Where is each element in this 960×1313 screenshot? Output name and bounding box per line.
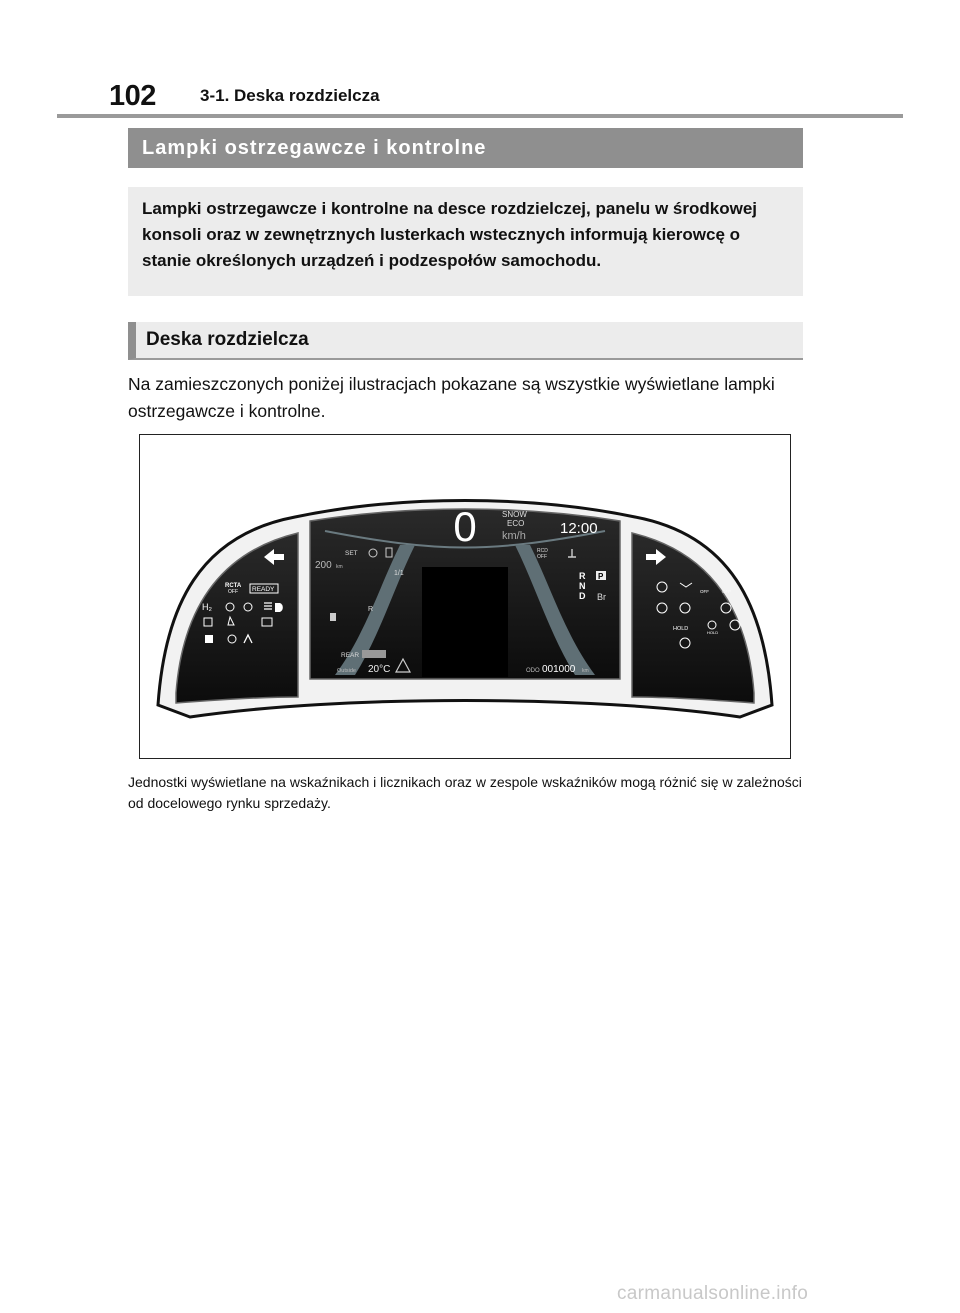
- figure-caption: Jednostki wyświetlane na wskaźnikach i licznikach oraz w zespole wskaźników mogą różnić się w zależności od docelowego rynku sprzedaży.: [128, 774, 802, 811]
- drive-mode-snow: SNOW: [502, 510, 527, 519]
- outside-temperature: 20°C: [368, 664, 391, 675]
- odometer-value: 001000: [542, 664, 576, 675]
- rear-label: REAR: [341, 652, 360, 659]
- pcs-icon: [205, 635, 213, 643]
- hold-small-label: HOLD: [707, 630, 719, 635]
- header-rule: [57, 114, 903, 118]
- speed-value: 0: [453, 503, 477, 550]
- page-number: 102: [109, 80, 156, 112]
- right-off-label-1: OFF: [700, 589, 709, 594]
- ready-indicator: READY: [252, 586, 275, 593]
- fuel-pump-icon: [330, 613, 336, 621]
- watermark: carmanualsonline.info: [617, 1283, 809, 1304]
- odometer-unit: km: [582, 668, 589, 674]
- instrument-cluster-illustration: [140, 435, 790, 758]
- speed-unit: km/h: [502, 530, 526, 542]
- instrument-cluster-figure: [139, 434, 791, 759]
- hydrogen-label: H₂: [202, 602, 212, 612]
- range-value: 200: [315, 560, 332, 571]
- hold-label: HOLD: [673, 626, 689, 632]
- right-off-label-2: OFF: [722, 589, 731, 594]
- rcta-off-label: OFF: [228, 589, 238, 595]
- center-screen: [422, 567, 508, 677]
- subsection-title: Deska rozdzielcza: [128, 322, 803, 360]
- section-title: 3-1. Deska rozdzielcza: [200, 86, 380, 105]
- rcd-off-label: OFF: [537, 554, 547, 560]
- rear-seatbelt-icon: [362, 650, 386, 658]
- odo-label: ODO: [526, 668, 540, 674]
- brake-mode: Br: [597, 592, 606, 602]
- rcta-label: RCTA: [225, 583, 242, 589]
- clock: 12:00: [560, 520, 598, 537]
- body-text: Na zamieszczonych poniżej ilustracjach pokazane są wszystkie wyświetlane lampki ostrzegawcze i kontrolne.: [128, 374, 775, 421]
- section-banner: Lampki ostrzegawcze i kontrolne: [128, 128, 803, 168]
- outside-label: Outside: [337, 668, 356, 674]
- cruise-set-label: SET: [345, 550, 358, 557]
- gear-n: N: [579, 581, 586, 591]
- range-unit: km: [336, 564, 343, 570]
- gear-d: D: [579, 591, 586, 601]
- rcd-label: RCD: [537, 548, 548, 554]
- park-indicator: P: [598, 572, 604, 581]
- gear-r: R: [579, 571, 586, 581]
- drive-mode-eco: ECO: [507, 519, 525, 528]
- fuel-reserve-label: R: [368, 606, 374, 613]
- rear-fog-icon: [275, 603, 283, 612]
- fuel-full-label: 1/1: [394, 570, 404, 577]
- intro-text: Lampki ostrzegawcze i kontrolne na desce rozdzielczej, panelu w środkowej konsoli oraz w zewnętrznych lusterkach wstecznych informują kierowcę o stanie określonych urządzeń i podzespołów samochodu.: [128, 187, 803, 296]
